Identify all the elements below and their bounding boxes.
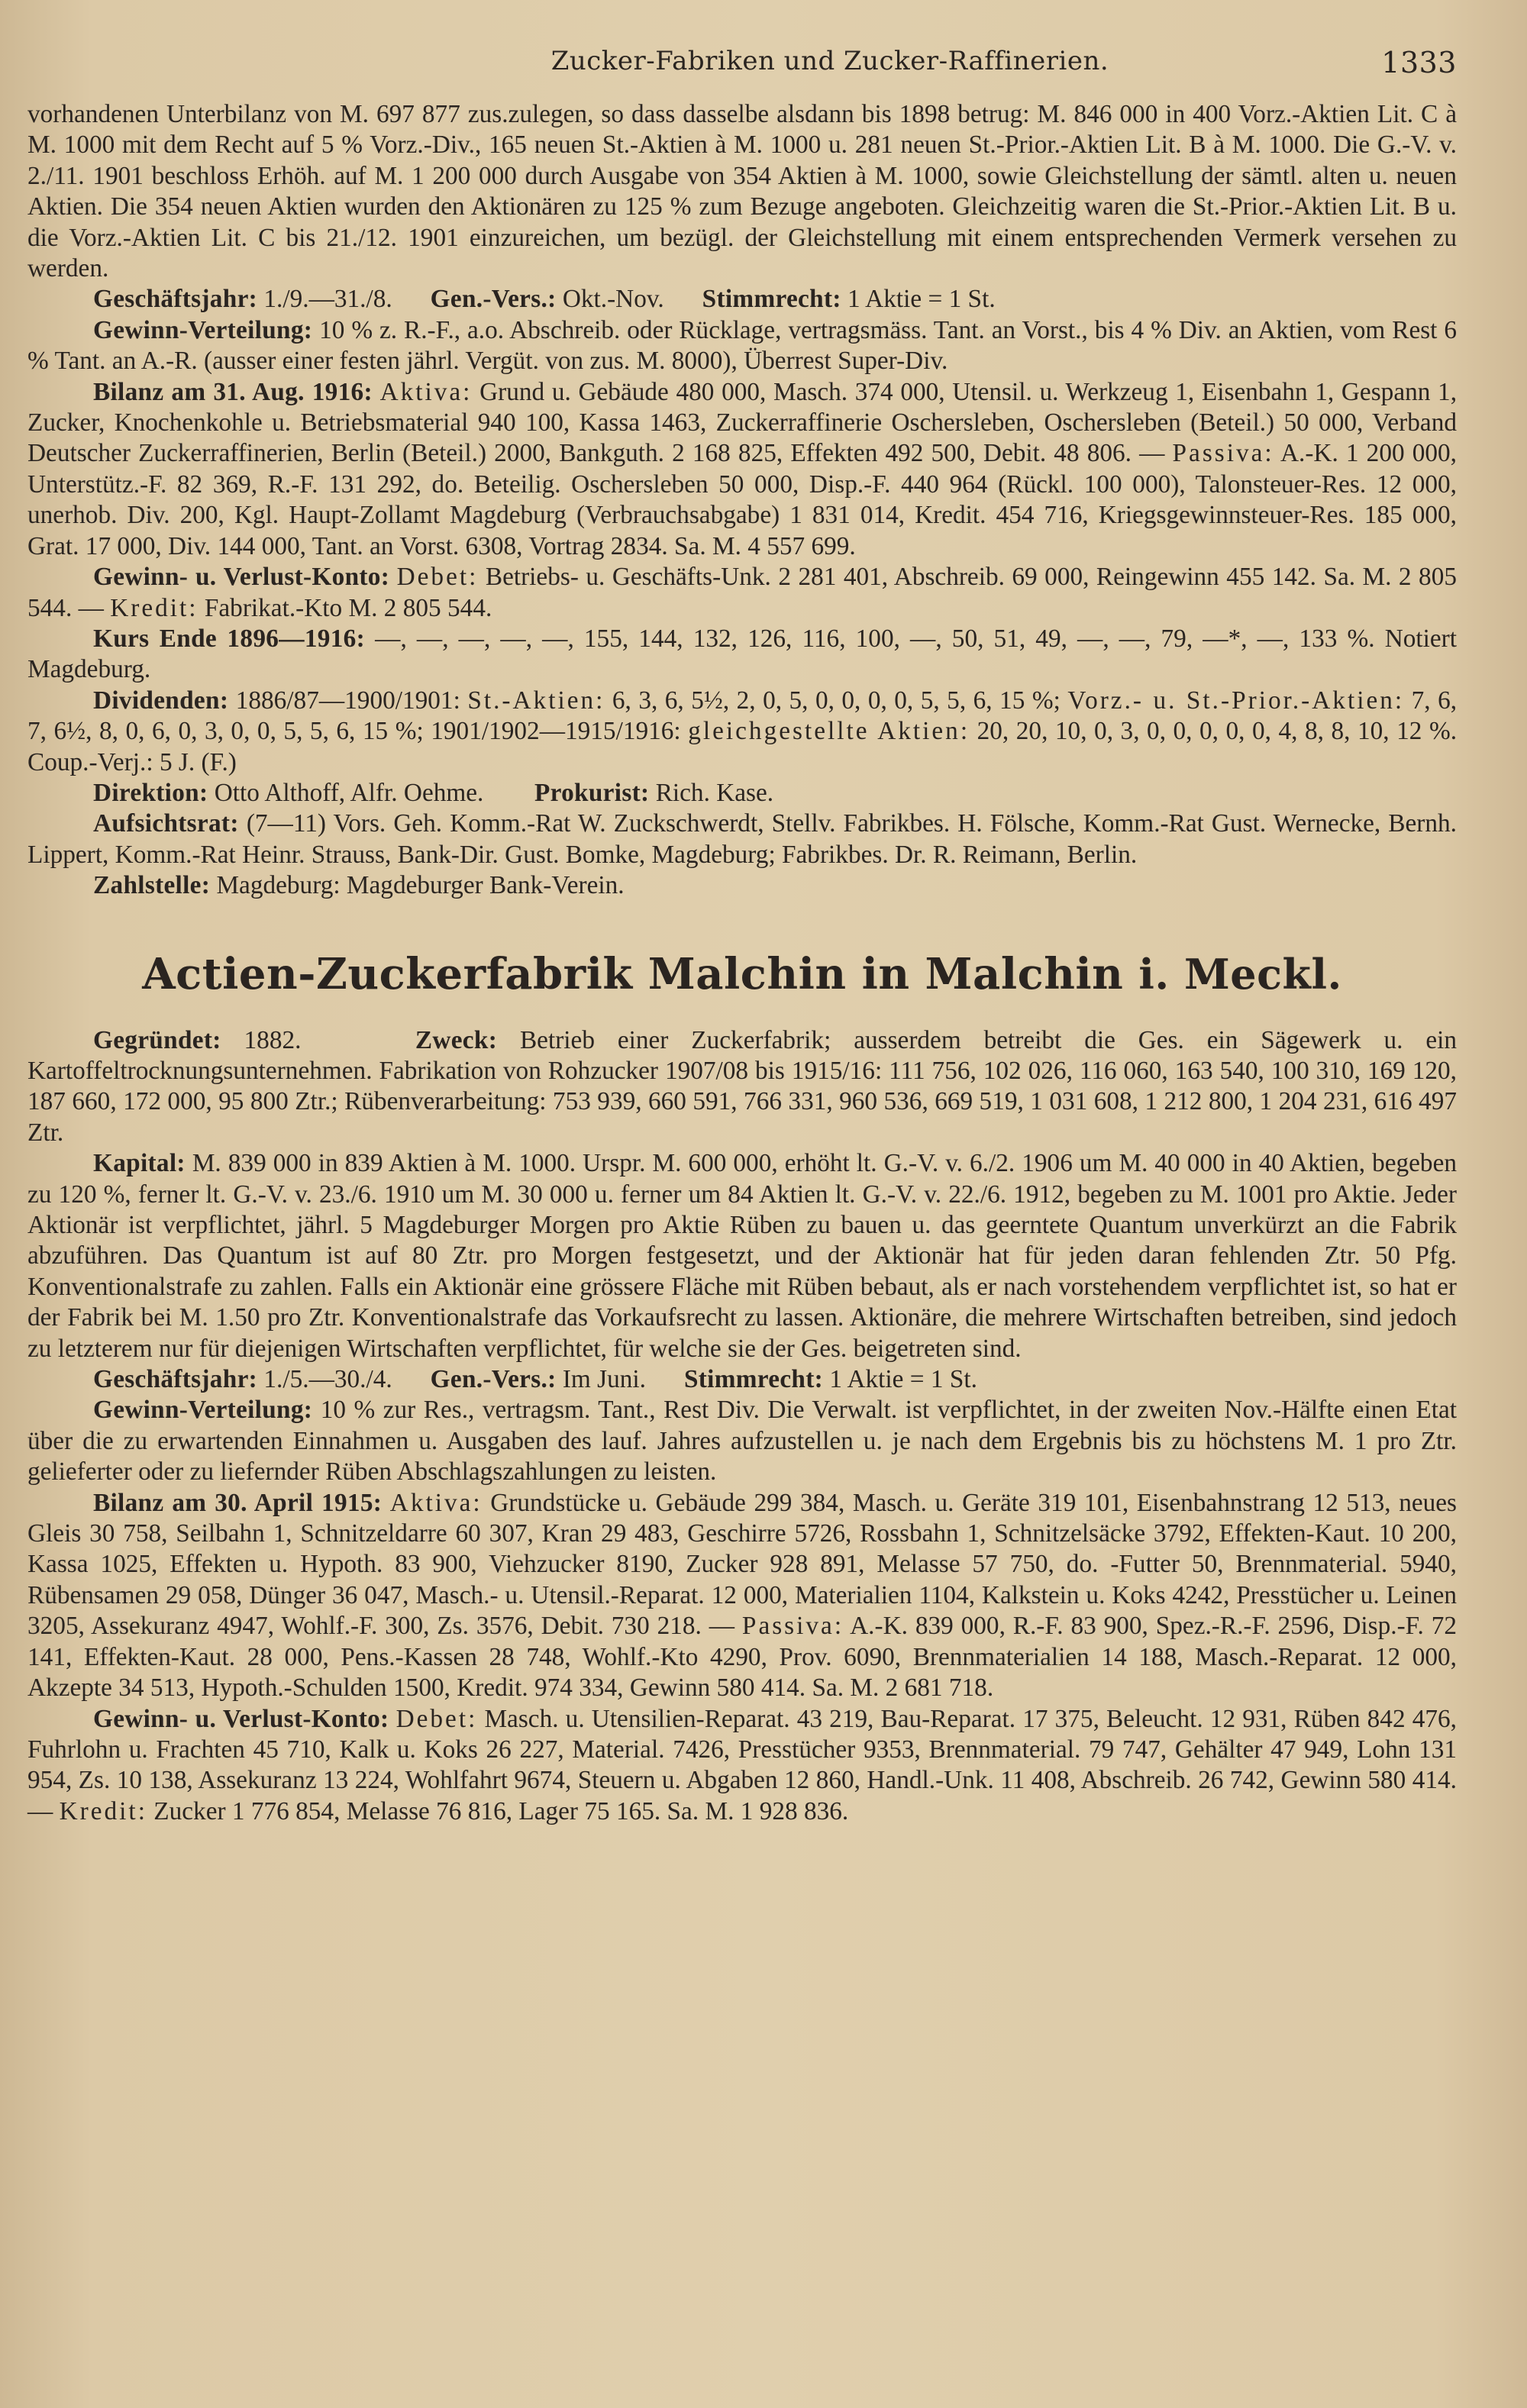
paying-agent-value: Magdeburg: Magdeburger Bank-Verein.: [216, 871, 625, 900]
general-meeting-label: Gen.-Vers.:: [430, 285, 557, 314]
dividends-preferred-label: Vorz.- u. St.-Prior.-Aktien:: [1067, 686, 1405, 715]
voting-right-label: Stimmrecht:: [702, 285, 841, 314]
dividends-paragraph: [27, 686, 1457, 778]
capital-value: M. 839 000 in 839 Aktien à M. 1000. Urspr. M. 600 000, erhöht lt. G.-V. v. 6./2. 1906 um M. 40 000 in 40 Aktien, begeben zu 120 %, ferner lt. G.-V. v. 23./6. 1910 um M. 30 000 u. ferner um 84 Aktien lt. G.-V. v. 22./6. 1912, begeben zu M. 1001 pro Aktie. Jeder Aktionär ist verpflichtet, jährl. 5 Magdeburger Morgen pro Aktie Rüben zu bauen u. das geerntete Quantum unverkürzt an die Fabrik abzuführen. Das Quantum ist auf 80 Ztr. pro Morgen festgesetzt, und der Aktionär hat für jeden daran fehlenden Ztr. 50 Pfg. Konventionalstrafe zu zahlen. Falls ein Aktionär eine grössere Fläche mit Rüben bebaut, als er nach vorstehendem verpflichtet ist, so hat er der Fabrik bei M. 1.50 pro Ztr. Konventionalstrafe das Vorkaufsrecht zu lassen. Aktionäre, die mehrere Wirtschaften betreiben, sind jedoch zu letzterem nur für diejenigen Wirtschaften verpflichtet, für welche sie der Ges. beigetreten sind.: [27, 1149, 1458, 1363]
page-number: 1333: [1381, 46, 1457, 79]
voting-right-label-2: Stimmrecht:: [683, 1365, 823, 1394]
fiscal-year-label-2: Geschäftsjahr:: [93, 1365, 258, 1394]
general-meeting-label-2: Gen.-Vers.:: [430, 1365, 557, 1394]
meeting-info-line-2: [27, 1364, 1457, 1395]
company-heading: [27, 949, 1457, 999]
balance-sheet-paragraph: [27, 377, 1457, 562]
dividends-years-2: 1901/1902—1915/1916:: [431, 717, 681, 746]
profit-distribution-paragraph: [27, 315, 1457, 377]
assets-text-2: Grundstücke u. Gebäude 299 384, Masch. u. Geräte 319 101, Eisenbahnstrang 12 513, neues Gleis 30 758, Seilbahn 1, Schnitzeldarre 60 307, Kran 29 483, Geschirre 5726, Rossbahn 1, Schnitzelsäcke 3792, Effekten-Kaut. 10 200, Kassa 1025, Effekten u. Hypoth. 83 900, Viehzucker 8190, Zucker 928 891, Melasse 57 750, do. -Futter 50, Brennmaterial. 5940, Rübensamen 29 058, Dünger 36 047, Masch.- u. Utensil.-Reparat. 12 000, Materialien 1104, Kalkstein u. Koks 4242, Presstücher u. Leinen 3205, Assekuranz 4947, Wohlf.-F. 300, Zs. 3576, Debit. 730 218. —: [27, 1488, 1458, 1641]
dividends-label: Dividenden:: [93, 686, 229, 715]
dividends-preferred-values: 7, 6, 7, 6½, 8, 0, 6, 0, 3, 0, 0, 5, 5, 6, 15 %;: [27, 686, 1458, 746]
general-meeting-value: Okt.-Nov.: [562, 285, 664, 314]
liabilities-text-2: A.-K. 839 000, R.-F. 83 900, Spez.-R.-F. 2596, Disp.-F. 72 141, Effekten-Kaut. 28 000, Pens.-Kassen 28 748, Wohlf.-Kto 4290, Prov. 6090, Brennmaterialien 14 188, Masch.-Reparat. 12 000, Akzepte 34 513, Hypoth.-Schulden 1500, Kredit. 974 334, Gewinn 580 414. Sa. M. 2 681 718.: [27, 1612, 1458, 1703]
capital-label: Kapital:: [93, 1149, 186, 1178]
capital-history-paragraph: vorhandenen Unterbilanz von M. 697 877 zus.zulegen, so dass dasselbe alsdann bis 1898 betrug: M. 846 000 in 400 Vorz.-Aktien Lit. C à M. 1000 mit dem Recht auf 5 % Vorz.-Div., 165 neuen St.-Aktien à M. 1000 u. 281 neuen St.-Prior.-Aktien Lit. B à M. 1000. Die G.-V. v. 2./11. 1901 beschloss Erhöh. auf M. 1 200 000 durch Ausgabe von 354 Aktien à M. 1000, sowie Gleichstellung der sämtl. alten u. neuen Aktien. Die 354 neuen Aktien wurden den Aktionären zu 125 % zum Bezuge angeboten. Gleichzeitig waren die St.-Prior.-Aktien Lit. B u. die Vorz.-Aktien Lit. C bis 21./12. 1901 einzureichen, um bezügl. der Gleichstellung mit einem entsprechenden Vermerk versehen zu werden.: [27, 100, 1457, 283]
profit-distribution-text-2: 10 % zur Res., vertragsm. Tant., Rest Div. Die Verwalt. ist verpflichtet, in der zweiten Nov.-Hälfte einen Etat über die zu erwartenden Einnahmen u. Ausgaben des lauf. Jahres aufzustellen u. je nach dem Ergebnis bis zu höchstens M. 1 pro Ztr. gelieferter oder zu liefernder Rüben Abschlagszahlungen zu leisten.: [27, 1396, 1457, 1486]
balance-sheet-label-2: Bilanz am 30. April 1915:: [93, 1488, 383, 1517]
fiscal-year-value-2: 1./5.—30./4.: [263, 1365, 392, 1394]
voting-right-value: 1 Aktie = 1 St.: [847, 285, 996, 314]
dividends-equalized-label: gleichgestellte Aktien:: [688, 717, 970, 746]
income-statement-paragraph-2: [27, 1704, 1457, 1828]
meeting-info-line: [27, 284, 1457, 315]
liabilities-label-2: Passiva:: [741, 1612, 844, 1641]
board-value: Otto Althoff, Alfr. Oehme.: [214, 778, 484, 807]
balance-sheet-label: Bilanz am 31. Aug. 1916:: [93, 377, 373, 406]
profit-distribution-label-2: Gewinn-Verteilung:: [93, 1396, 313, 1425]
founding-purpose-paragraph: [27, 1025, 1457, 1149]
fiscal-year-label: Geschäftsjahr:: [93, 285, 258, 314]
paying-agent-line: [27, 870, 1457, 901]
assets-label-2: Aktiva:: [389, 1488, 483, 1517]
credit-text-2: Zucker 1 776 854, Melasse 76 816, Lager 75 165. Sa. M. 1 928 836.: [153, 1796, 849, 1825]
company-name: Actien-Zuckerfabrik Malchin in Malchin: [142, 948, 1124, 999]
income-statement-label-2: Gewinn- u. Verlust-Konto:: [93, 1704, 389, 1733]
liabilities-label: Passiva:: [1172, 439, 1274, 468]
capital-paragraph: [27, 1148, 1457, 1364]
authorized-officer-label: Prokurist:: [534, 778, 650, 807]
dividends-common-label: St.-Aktien:: [467, 686, 605, 715]
management-line: [27, 778, 1457, 809]
profit-distribution-paragraph-2: [27, 1395, 1457, 1487]
purpose-value: Betrieb einer Zuckerfabrik; ausserdem betreibt die Ges. ein Sägewerk u. ein Kartoffeltrocknungsunternehmen. Fabrikation von Rohzucker 1907/08 bis 1915/16: 111 756, 102 026, 116 060, 163 540, 100 310, 169 120, 187 660, 172 000, 95 800 Ztr.; Rübenverarbeitung: 753 939, 660 591, 766 331, 960 536, 669 519, 1 031 608, 1 212 800, 1 204 231, 616 497 Ztr.: [27, 1025, 1458, 1147]
running-title: Zucker-Fabriken und Zucker-Raffinerien.: [550, 46, 1109, 76]
income-statement-label: Gewinn- u. Verlust-Konto:: [93, 563, 390, 592]
debit-text-2: Masch. u. Utensilien-Reparat. 43 219, Bau-Reparat. 17 375, Beleucht. 12 931, Rüben 842 476, Fuhrlohn u. Frachten 45 710, Kalk u. Koks 26 227, Material. 7426, Presstücher 9353, Brennmaterial. 79 747, Gehälter 47 949, Lohn 131 954, Zs. 10 138, Assekuranz 13 224, Wohlfahrt 9674, Steuern u. Abgaben 12 860, Handl.-Unk. 11 408, Abschreib. 26 742, Gewinn 580 414. —: [27, 1704, 1457, 1825]
board-label: Direktion:: [93, 778, 208, 807]
dividends-years-1: 1886/87—1900/1901:: [235, 686, 460, 715]
income-statement-paragraph: [27, 562, 1457, 624]
general-meeting-value-2: Im Juni.: [562, 1365, 646, 1394]
section-previous-company: [27, 99, 1457, 902]
supervisory-board-label: Aufsichtsrat:: [93, 809, 239, 838]
voting-right-value-2: 1 Aktie = 1 St.: [829, 1365, 977, 1394]
fiscal-year-value: 1./9.—31./8.: [263, 285, 392, 314]
liabilities-text: A.-K. 1 200 000, Unterstütz.-F. 82 369, R.-F. 131 292, do. Beteilig. Oschersleben 50 000, Disp.-F. 440 964 (Rückl. 100 000), Talonsteuer-Res. 12 000, unerhob. Div. 200, Kgl. Haupt-Zollamt Magdeburg (Verbrauchsabgabe) 1 831 014, Kredit. 454 716, Kriegsgewinnsteuer-Res. 185 000, Grat. 17 000, Div. 144 000, Tant. an Vorst. 6308, Vortrag 2834. Sa. M. 4 557 699.: [27, 439, 1458, 560]
dividends-common-values: 6, 3, 6, 5½, 2, 0, 5, 0, 0, 0, 0, 5, 5, 6, 15 %;: [612, 686, 1061, 715]
profit-distribution-label: Gewinn-Verteilung:: [93, 315, 313, 344]
balance-sheet-paragraph-2: [27, 1488, 1457, 1704]
profit-distribution-text: 10 % z. R.-F., a.o. Abschreib. oder Rücklage, vertragsmäss. Tant. an Vorst., bis 4 % Div. an Aktien, vom Rest 6 % Tant. an A.-R. (ausser einer festen jährl. Vergüt. von zus. M. 8000), Überrest Super-Div.: [27, 315, 1457, 376]
paying-agent-label: Zahlstelle:: [93, 871, 211, 900]
page-header: [27, 46, 1457, 99]
supervisory-board-value: (7—11) Vors. Geh. Komm.-Rat W. Zuckschwerdt, Stellv. Fabrikbes. H. Fölsche, Komm.-Rat Gust. Wernecke, Bernh. Lippert, Komm.-Rat Heinr. Strauss, Bank-Dir. Gust. Bomke, Magdeburg; Fabrikbes. Dr. R. Reimann, Berlin.: [27, 809, 1458, 869]
share-price-label: Kurs Ende 1896—1916:: [93, 624, 366, 653]
authorized-officer-value: Rich. Kase.: [655, 778, 774, 807]
share-price-values: —, —, —, —, —, 155, 144, 132, 126, 116, 100, —, 50, 51, 49, —, —, 79, —*, —, 133 %. Notiert Magdeburg.: [27, 624, 1458, 684]
dividends-equalized-values: 20, 20, 10, 0, 3, 0, 0, 0, 0, 0, 4, 8, 8, 10, 12 %. Coup.-Verj.: 5 J. (F.): [27, 717, 1458, 776]
share-price-paragraph: [27, 624, 1457, 686]
debit-label-2: Debet:: [395, 1704, 478, 1733]
purpose-label: Zweck:: [415, 1025, 498, 1054]
debit-label: Debet:: [396, 563, 479, 592]
section-malchin: [27, 1025, 1457, 1828]
debit-text: Betriebs- u. Geschäfts-Unk. 2 281 401, Abschreib. 69 000, Reingewinn 455 142. Sa. M. 2 805 544. —: [27, 563, 1458, 622]
supervisory-board-paragraph: [27, 809, 1457, 870]
assets-label: Aktiva:: [379, 377, 473, 406]
company-location-suffix: i. Meckl.: [1138, 949, 1342, 999]
credit-label-2: Kredit:: [59, 1796, 147, 1825]
founded-label: Gegründet:: [93, 1025, 221, 1054]
assets-text: Grund u. Gebäude 480 000, Masch. 374 000, Utensil. u. Werkzeug 1, Eisenbahn 1, Gespann 1, Zucker, Knochenkohle u. Betriebsmaterial 940 100, Kassa 1463, Zuckerraffinerie Oschersleben, Oschersleben (Beteil.) 50 000, Verband Deutscher Zuckerraffinerien, Berlin (Beteil.) 2000, Bankguth. 2 168 825, Effekten 492 500, Debit. 48 806. —: [27, 377, 1458, 468]
credit-text: Fabrikat.-Kto M. 2 805 544.: [204, 593, 492, 622]
credit-label: Kredit:: [110, 593, 199, 622]
founded-value: 1882.: [244, 1025, 302, 1054]
